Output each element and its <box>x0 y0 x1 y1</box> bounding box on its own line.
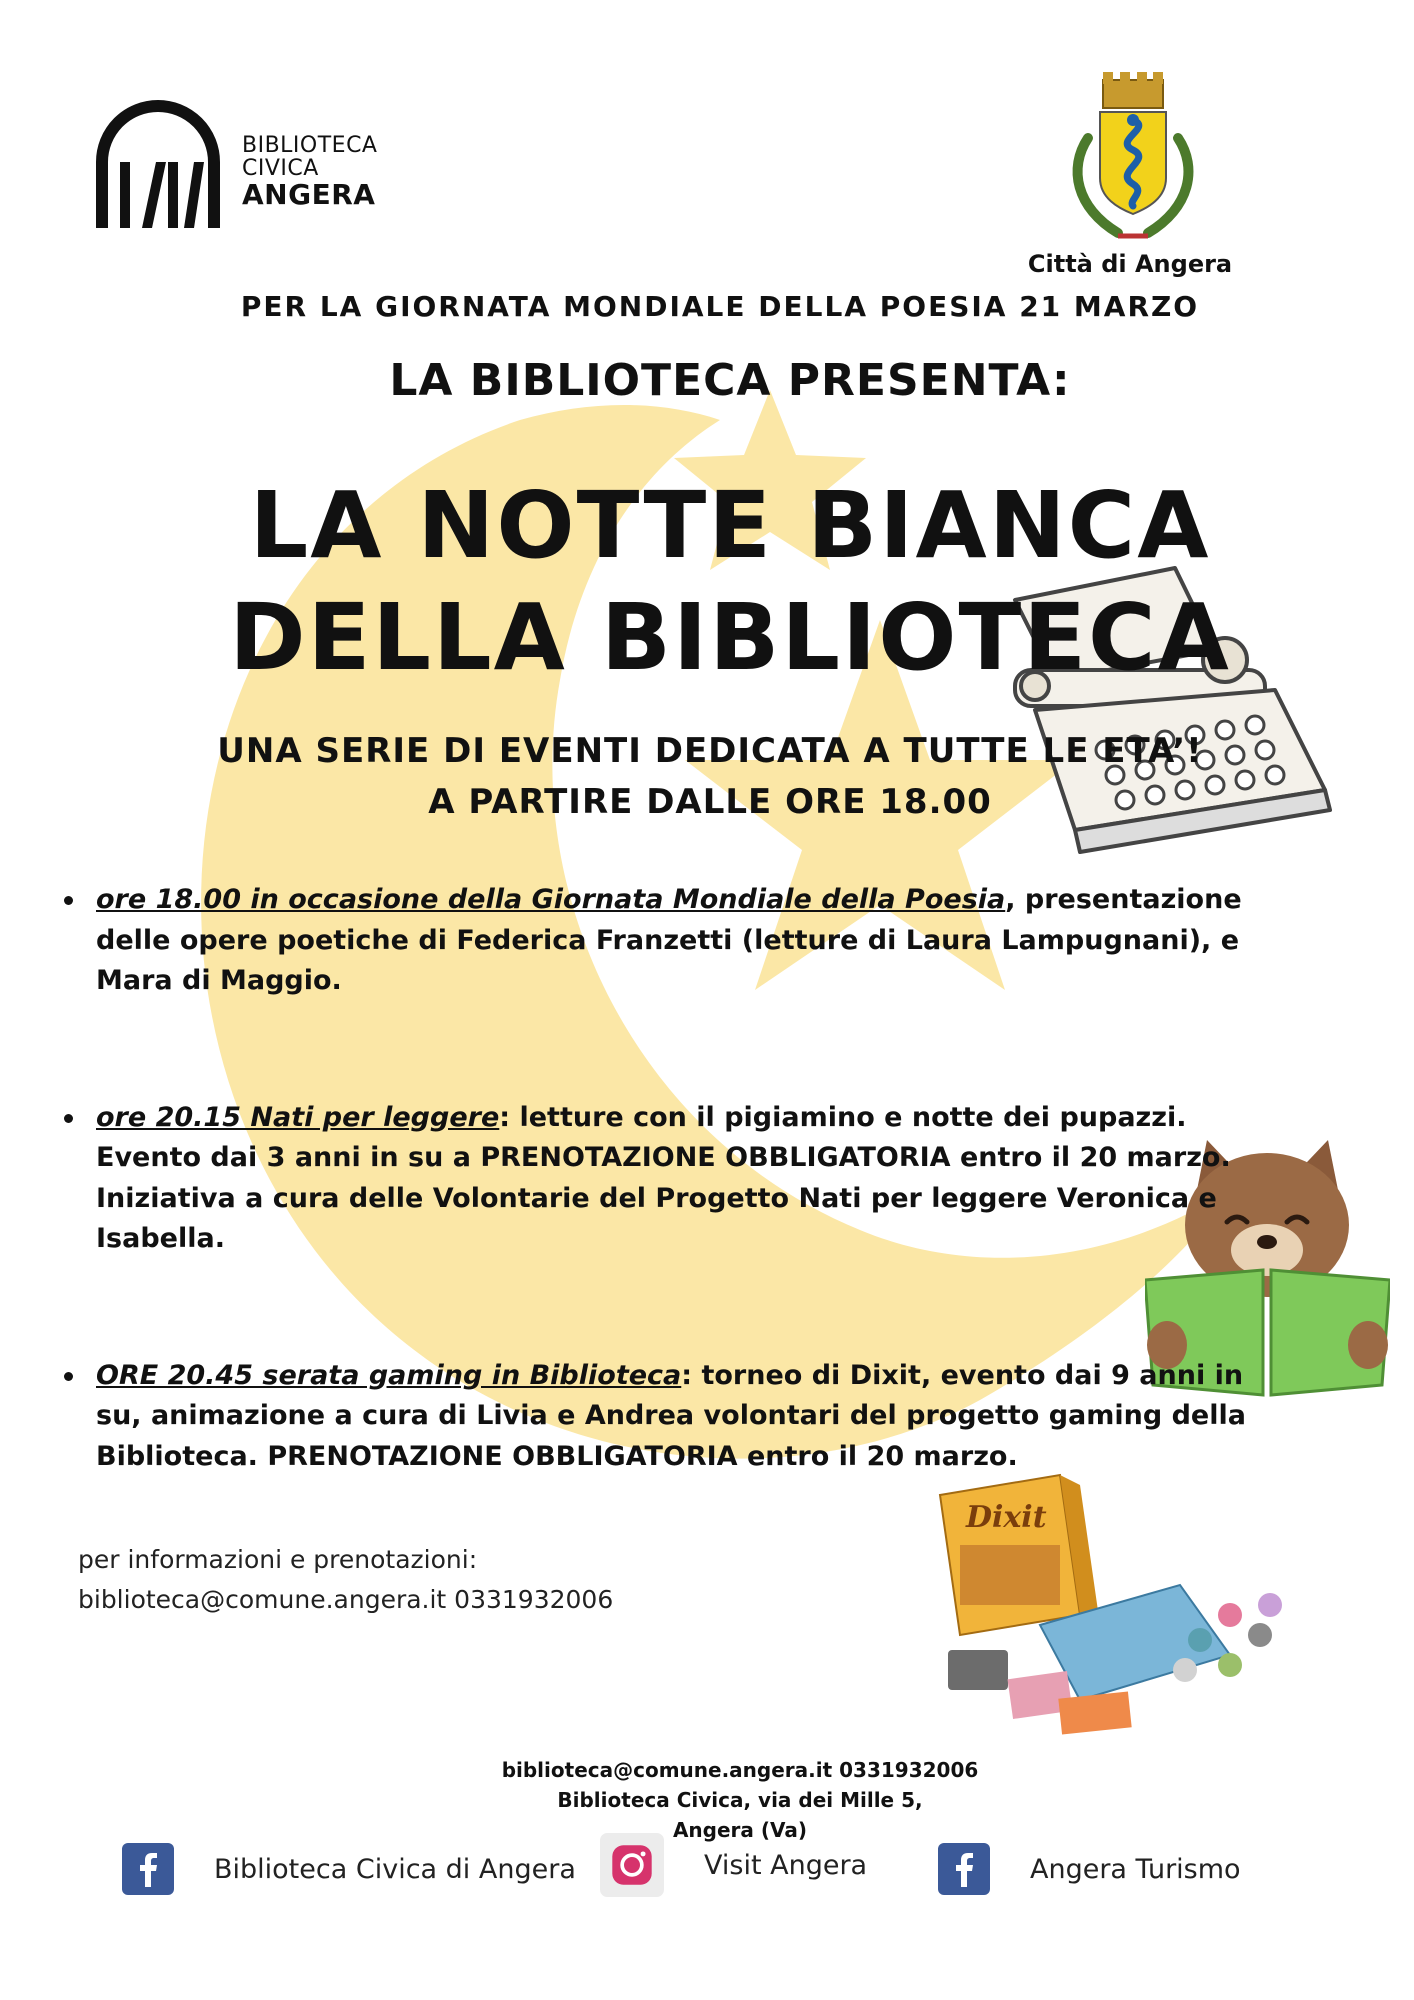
subtitle-line1: UNA SERIE DI EVENTI DEDICATA A TUTTE LE ETA’! <box>217 731 1203 771</box>
social-instagram-visit[interactable] <box>600 1833 867 1897</box>
event-time-title: ORE 20.45 serata gaming in Biblioteca <box>96 1359 682 1391</box>
library-logo <box>92 100 412 240</box>
facebook-icon[interactable] <box>938 1843 990 1895</box>
main-title <box>200 470 1260 694</box>
event-time-title: ore 20.15 Nati per leggere <box>96 1101 500 1133</box>
contact-info-details: biblioteca@comune.angera.it 0331932006 <box>78 1585 614 1614</box>
facebook-icon[interactable] <box>122 1843 174 1895</box>
event-item <box>60 880 1260 1002</box>
city-name: Città di Angera <box>1027 250 1233 278</box>
social-facebook-turismo[interactable] <box>938 1843 1241 1895</box>
footer-address: Biblioteca Civica, via dei Mille 5, <box>557 1788 923 1812</box>
dixit-box-title: Dixit <box>966 1500 1047 1535</box>
main-title-line1: LA NOTTE BIANCA <box>249 472 1211 579</box>
pre-title: PER LA GIORNATA MONDIALE DELLA POESIA 21 MARZO <box>240 290 1200 323</box>
footer-email-phone: biblioteca@comune.angera.it 0331932006 <box>501 1758 979 1782</box>
library-name <box>242 134 378 210</box>
social-label[interactable]: Visit Angera <box>704 1849 868 1881</box>
subtitle <box>130 726 1290 828</box>
social-facebook-library[interactable] <box>122 1843 576 1895</box>
subtitle-line2: A PARTIRE DALLE ORE 18.00 <box>428 782 992 822</box>
city-crest-icon <box>1058 68 1208 248</box>
event-time-title: ore 18.00 in occasione della Giornata Mondiale della Poesia <box>96 884 1006 915</box>
library-name-line2: CIVICA <box>242 156 319 182</box>
main-title-line2: DELLA BIBLIOTECA <box>229 584 1231 692</box>
footer-contact <box>420 1755 1060 1845</box>
library-name-line3: ANGERA <box>242 178 376 212</box>
event-item <box>60 1356 1260 1478</box>
presents-heading: LA BIBLIOTECA PRESENTA: <box>389 355 1071 406</box>
event-description: , presentazione delle opere poetiche di Federica Franzetti (letture di Laura Lampugnani), e Mara di Maggio. <box>96 884 1242 996</box>
social-label[interactable]: Angera Turismo <box>1030 1853 1241 1885</box>
contact-info <box>78 1540 613 1620</box>
event-description: : letture con il pigiamino e notte dei pupazzi. Evento dai 3 anni in su a PRENOTAZIONE OBBLIGATORIA entro il 20 marzo. Iniziativa a cura delle Volontarie del Progetto Nati per leggere Veronica e Isabella. <box>96 1101 1231 1254</box>
contact-info-label: per informazioni e prenotazioni: <box>78 1545 478 1574</box>
instagram-icon[interactable] <box>600 1833 664 1897</box>
event-item <box>60 1098 1260 1260</box>
social-label[interactable]: Biblioteca Civica di Angera <box>214 1853 576 1885</box>
footer-town: Angera (Va) <box>672 1818 808 1842</box>
library-arch-icon <box>92 100 224 230</box>
events-list <box>60 880 1260 1573</box>
event-description: : torneo di Dixit, evento dai 9 anni in su, animazione a cura di Livia e Andrea volontari del progetto gaming della Biblioteca. PRENOTAZIONE OBBLIGATORIA entro il 20 marzo. <box>96 1359 1246 1472</box>
library-name-line1: BIBLIOTECA <box>242 133 378 158</box>
